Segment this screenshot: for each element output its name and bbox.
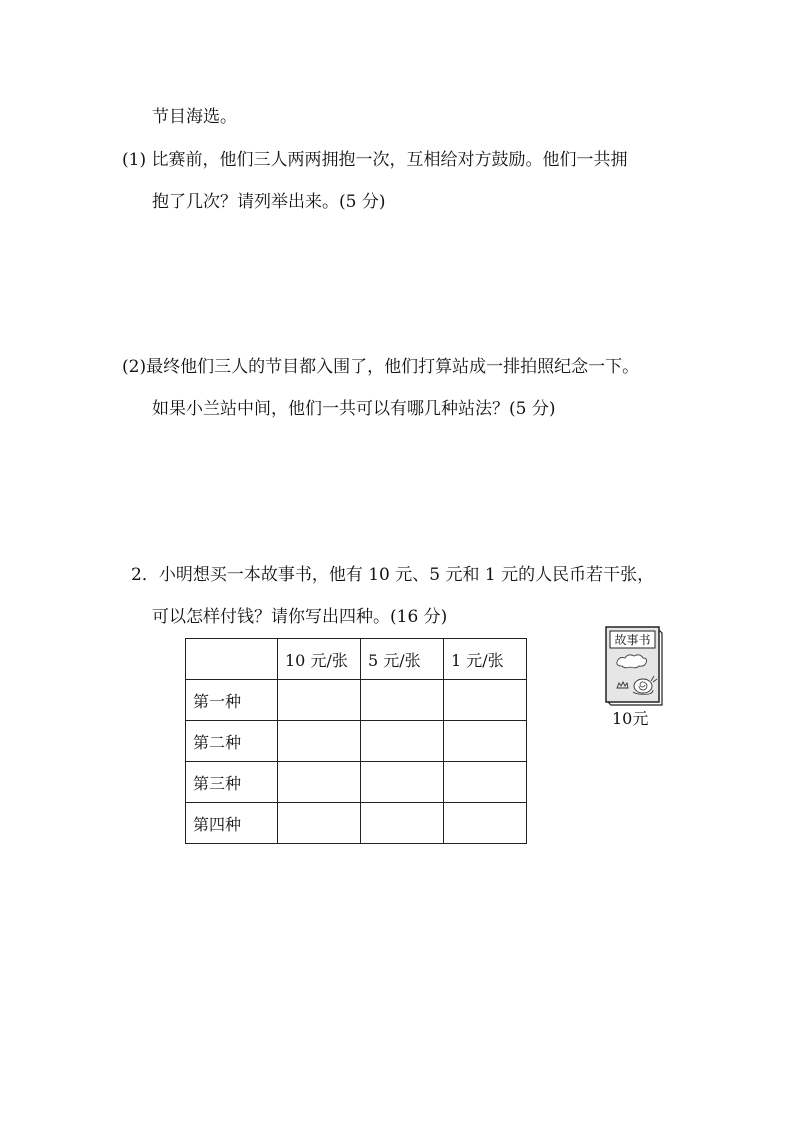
problem-text-line: 节目海选。 [152, 107, 237, 127]
row-label: 第二种 [186, 721, 278, 762]
table-row [186, 803, 527, 844]
table-header-cell: 1 元/张 [444, 639, 527, 680]
answer-cell[interactable] [444, 803, 527, 844]
table-row [186, 762, 527, 803]
answer-cell[interactable] [361, 721, 444, 762]
table-header-row [186, 639, 527, 680]
answer-cell[interactable] [278, 721, 361, 762]
storybook-icon [605, 626, 663, 706]
row-label: 第四种 [186, 803, 278, 844]
answer-cell[interactable] [444, 762, 527, 803]
row-label: 第一种 [186, 680, 278, 721]
book-title: 故事书 [614, 633, 651, 647]
problem-2-text: 2．小明想买一本故事书，他有 10 元、5 元和 1 元的人民币若干张， [131, 565, 655, 585]
table-row [186, 721, 527, 762]
answer-cell[interactable] [361, 762, 444, 803]
answer-cell[interactable] [361, 803, 444, 844]
question-2-text: (2)最终他们三人的节目都入围了，他们打算站成一排拍照纪念一下。 [122, 357, 640, 377]
answer-cell[interactable] [361, 680, 444, 721]
question-2-text-cont: 如果小兰站中间，他们一共可以有哪几种站法？(5 分) [152, 399, 556, 419]
answer-cell[interactable] [278, 762, 361, 803]
answer-cell[interactable] [278, 803, 361, 844]
question-1-text: (1) 比赛前，他们三人两两拥抱一次，互相给对方鼓励。他们一共拥 [122, 150, 628, 170]
answer-cell[interactable] [444, 721, 527, 762]
question-1-text-cont: 抱了几次？请列举出来。(5 分) [152, 192, 386, 212]
row-label: 第三种 [186, 762, 278, 803]
book-price: 10元 [612, 709, 649, 728]
problem-2-text-cont: 可以怎样付钱？请你写出四种。(16 分) [152, 607, 448, 627]
answer-cell[interactable] [278, 680, 361, 721]
table-header-cell: 10 元/张 [278, 639, 361, 680]
table-header-cell [186, 639, 278, 680]
answer-cell[interactable] [444, 680, 527, 721]
table-row [186, 680, 527, 721]
payment-table [185, 638, 527, 844]
table-header-cell: 5 元/张 [361, 639, 444, 680]
